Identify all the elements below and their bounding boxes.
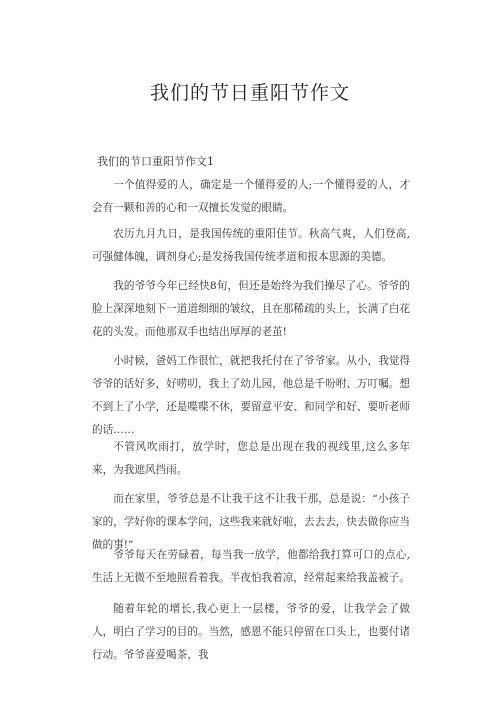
paragraph-5: 不管风吹雨打，放学时，您总是出现在我的视线里,这么多年来，为我遮风挡雨。 — [92, 441, 410, 476]
document-title: 我们的节日重阳节作文 — [149, 82, 350, 104]
paragraph-8: 随着年轮的增长,我心更上一层楼，爷爷的爱，让我学会了做人，明白了学习的目的。当然，感恩不能只停留在口头上，也要付诸行动。爷爷喜爱喝茶，我 — [92, 603, 410, 661]
section-heading: 我们的节口重阳节作文1 — [97, 155, 214, 168]
paragraph-2: 农历九月九日，是我国传统的重阳佳节。秋高气爽，人们登高,可强健体魄，调剂身心;是发扬我国传统孝道和报本思源的美德。 — [92, 228, 410, 263]
paragraph-7: 爷爷每天在劳碌着，每当我一放学，他都给我打算可口的点心,生活上无微不至地照看着我。半夜怕我着凉，经常起来给我盖被子。 — [92, 549, 410, 584]
paragraph-3: 我的爷爷今年已经快8旬，但还是始终为我们操尽了心。爷爷的脸上深深地刻下一道道细细的皱纹，且在那稀疏的头上，长满了白花花的头发。而他那双手也结出厚厚的老茧! — [92, 280, 410, 338]
paragraph-6: 而在家里，爷爷总是不让我干这不让我干那，总是说：“小孩子家的，学好你的课本学问，这些我来就好啦，去去去，快去做你应当做的事!” — [92, 493, 410, 551]
paragraph-4: 小时候，爸妈工作很忙，就把我托付在了爷爷家。从小，我觉得爷爷的话好多，好唠叨，我上了幼儿园，他总是千吩咐、万叮嘱。想不到上了小学，还是喋喋不休，要留意平安、和同学和好、要听老师的话…… — [92, 355, 410, 436]
paragraph-1: 一个值得爱的人，确定是一个懂得爱的人;一个懂得爱的人，才会有一颗和善的心和一双擅长发觉的眼睛。 — [92, 179, 410, 214]
